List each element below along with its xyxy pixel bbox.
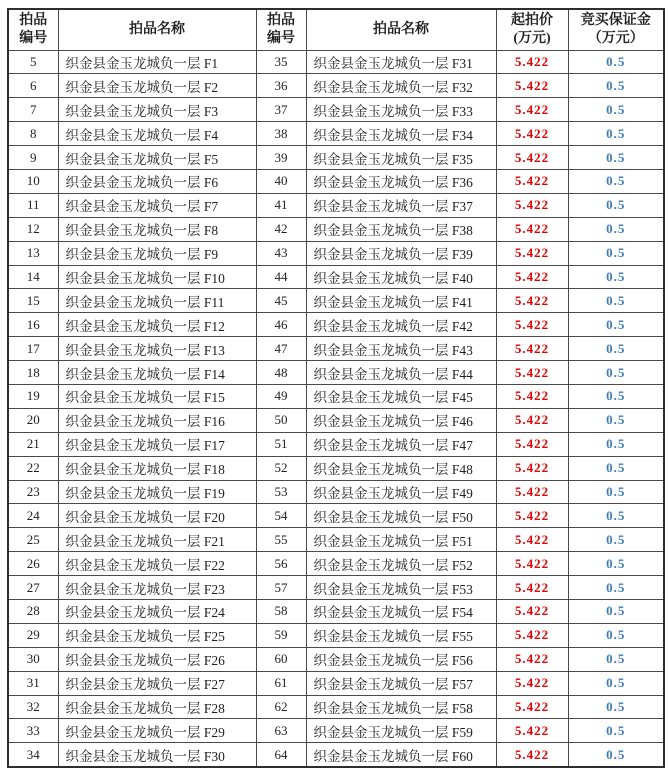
lot-number-right: 55 <box>256 528 306 552</box>
lot-number-left: 9 <box>8 146 58 170</box>
table-row <box>8 504 664 528</box>
lot-number-right: 35 <box>256 50 306 74</box>
starting-price-value: 5.422 <box>496 265 568 289</box>
lot-number-right: 41 <box>256 193 306 217</box>
lot-number-left: 29 <box>8 623 58 647</box>
starting-price-value: 5.422 <box>496 743 568 767</box>
lot-number-right: 60 <box>256 647 306 671</box>
deposit-value: 0.5 <box>568 647 664 671</box>
starting-price-value: 5.422 <box>496 647 568 671</box>
deposit-value: 0.5 <box>568 576 664 600</box>
lot-number-right: 57 <box>256 576 306 600</box>
header-text: 拍品名称 <box>129 21 185 37</box>
deposit-value: 0.5 <box>568 313 664 337</box>
lot-name-right: 织金县金玉龙城负一层 F56 <box>306 647 496 671</box>
lot-name-right: 织金县金玉龙城负一层 F49 <box>306 480 496 504</box>
lot-name-right: 织金县金玉龙城负一层 F41 <box>306 289 496 313</box>
lot-number-right: 61 <box>256 671 306 695</box>
starting-price-value: 5.422 <box>496 576 568 600</box>
lot-name-left: 织金县金玉龙城负一层 F23 <box>58 576 256 600</box>
header-lot-name-right <box>306 9 496 50</box>
lot-number-left: 8 <box>8 122 58 146</box>
table-row <box>8 98 664 122</box>
lot-number-right: 37 <box>256 98 306 122</box>
lot-number-left: 16 <box>8 313 58 337</box>
lot-name-left: 织金县金玉龙城负一层 F7 <box>58 193 256 217</box>
table-row <box>8 265 664 289</box>
lot-name-left: 织金县金玉龙城负一层 F22 <box>58 552 256 576</box>
table-row <box>8 289 664 313</box>
lot-name-left: 织金县金玉龙城负一层 F14 <box>58 361 256 385</box>
lot-number-left: 11 <box>8 193 58 217</box>
lot-number-left: 23 <box>8 480 58 504</box>
lot-number-right: 64 <box>256 743 306 767</box>
lot-name-left: 织金县金玉龙城负一层 F13 <box>58 337 256 361</box>
table-row <box>8 361 664 385</box>
lot-name-right: 织金县金玉龙城负一层 F43 <box>306 337 496 361</box>
table-row <box>8 695 664 719</box>
lot-name-right: 织金县金玉龙城负一层 F53 <box>306 576 496 600</box>
table-row <box>8 193 664 217</box>
lot-number-left: 21 <box>8 432 58 456</box>
deposit-value: 0.5 <box>568 337 664 361</box>
lot-number-left: 18 <box>8 361 58 385</box>
deposit-value: 0.5 <box>568 146 664 170</box>
lot-number-left: 32 <box>8 695 58 719</box>
table-row <box>8 122 664 146</box>
lot-name-left: 织金县金玉龙城负一层 F30 <box>58 743 256 767</box>
lot-name-left: 织金县金玉龙城负一层 F2 <box>58 74 256 98</box>
lot-number-right: 59 <box>256 623 306 647</box>
lot-name-left: 织金县金玉龙城负一层 F10 <box>58 265 256 289</box>
table-row <box>8 74 664 98</box>
lot-name-right: 织金县金玉龙城负一层 F54 <box>306 599 496 623</box>
table-row <box>8 50 664 74</box>
deposit-value: 0.5 <box>568 528 664 552</box>
lot-name-right: 织金县金玉龙城负一层 F38 <box>306 217 496 241</box>
lot-name-left: 织金县金玉龙城负一层 F8 <box>58 217 256 241</box>
lot-number-left: 34 <box>8 743 58 767</box>
lot-name-left: 织金县金玉龙城负一层 F26 <box>58 647 256 671</box>
header-text: 编号 <box>19 30 48 46</box>
lot-number-left: 30 <box>8 647 58 671</box>
lot-name-left: 织金县金玉龙城负一层 F3 <box>58 98 256 122</box>
lot-number-left: 15 <box>8 289 58 313</box>
lot-name-right: 织金县金玉龙城负一层 F47 <box>306 432 496 456</box>
starting-price-value: 5.422 <box>496 480 568 504</box>
table-row <box>8 647 664 671</box>
lot-number-right: 50 <box>256 408 306 432</box>
lot-number-left: 31 <box>8 671 58 695</box>
table-row <box>8 552 664 576</box>
deposit-value: 0.5 <box>568 695 664 719</box>
lot-name-right: 织金县金玉龙城负一层 F40 <box>306 265 496 289</box>
lot-name-right: 织金县金玉龙城负一层 F55 <box>306 623 496 647</box>
lot-number-left: 28 <box>8 599 58 623</box>
lot-number-right: 45 <box>256 289 306 313</box>
table-row <box>8 528 664 552</box>
lot-name-left: 织金县金玉龙城负一层 F16 <box>58 408 256 432</box>
lot-name-left: 织金县金玉龙城负一层 F6 <box>58 169 256 193</box>
lot-name-left: 织金县金玉龙城负一层 F12 <box>58 313 256 337</box>
lot-name-left: 织金县金玉龙城负一层 F28 <box>58 695 256 719</box>
starting-price-value: 5.422 <box>496 504 568 528</box>
table-row <box>8 217 664 241</box>
header-starting-price <box>496 9 568 50</box>
deposit-value: 0.5 <box>568 169 664 193</box>
table-header <box>8 9 664 50</box>
table-row <box>8 456 664 480</box>
header-bid-deposit <box>568 9 664 50</box>
deposit-value: 0.5 <box>568 361 664 385</box>
lot-number-right: 58 <box>256 599 306 623</box>
table-row <box>8 432 664 456</box>
deposit-value: 0.5 <box>568 504 664 528</box>
document-page <box>7 8 665 768</box>
lot-name-left: 织金县金玉龙城负一层 F27 <box>58 671 256 695</box>
lot-name-left: 织金县金玉龙城负一层 F11 <box>58 289 256 313</box>
deposit-value: 0.5 <box>568 74 664 98</box>
lot-number-right: 40 <box>256 169 306 193</box>
deposit-value: 0.5 <box>568 122 664 146</box>
lot-name-left: 织金县金玉龙城负一层 F20 <box>58 504 256 528</box>
table-row <box>8 408 664 432</box>
header-lot-name-left <box>58 9 256 50</box>
lot-name-left: 织金县金玉龙城负一层 F25 <box>58 623 256 647</box>
lot-number-left: 27 <box>8 576 58 600</box>
lot-number-right: 43 <box>256 241 306 265</box>
header-text: 拍品名称 <box>373 21 429 37</box>
lot-name-right: 织金县金玉龙城负一层 F32 <box>306 74 496 98</box>
lot-number-left: 25 <box>8 528 58 552</box>
lot-number-right: 38 <box>256 122 306 146</box>
lot-number-left: 26 <box>8 552 58 576</box>
starting-price-value: 5.422 <box>496 432 568 456</box>
lot-number-right: 62 <box>256 695 306 719</box>
lot-number-right: 42 <box>256 217 306 241</box>
lot-number-left: 20 <box>8 408 58 432</box>
table-row <box>8 719 664 743</box>
lot-name-right: 织金县金玉龙城负一层 F42 <box>306 313 496 337</box>
starting-price-value: 5.422 <box>496 50 568 74</box>
lot-name-right: 织金县金玉龙城负一层 F48 <box>306 456 496 480</box>
header-text: 竞买保证金 <box>580 12 651 28</box>
starting-price-value: 5.422 <box>496 98 568 122</box>
starting-price-value: 5.422 <box>496 289 568 313</box>
lot-number-right: 39 <box>256 146 306 170</box>
starting-price-value: 5.422 <box>496 719 568 743</box>
lot-number-right: 63 <box>256 719 306 743</box>
deposit-value: 0.5 <box>568 217 664 241</box>
lot-name-left: 织金县金玉龙城负一层 F21 <box>58 528 256 552</box>
deposit-value: 0.5 <box>568 193 664 217</box>
lot-number-left: 6 <box>8 74 58 98</box>
lot-name-right: 织金县金玉龙城负一层 F52 <box>306 552 496 576</box>
deposit-value: 0.5 <box>568 719 664 743</box>
auction-lots-table <box>7 8 665 768</box>
lot-name-right: 织金县金玉龙城负一层 F45 <box>306 384 496 408</box>
starting-price-value: 5.422 <box>496 241 568 265</box>
lot-name-right: 织金县金玉龙城负一层 F39 <box>306 241 496 265</box>
table-row <box>8 169 664 193</box>
lot-number-right: 47 <box>256 337 306 361</box>
deposit-value: 0.5 <box>568 552 664 576</box>
header-text: 编号 <box>267 30 295 46</box>
lot-name-right: 织金县金玉龙城负一层 F35 <box>306 146 496 170</box>
lot-name-right: 织金县金玉龙城负一层 F58 <box>306 695 496 719</box>
lot-name-left: 织金县金玉龙城负一层 F17 <box>58 432 256 456</box>
lot-number-left: 22 <box>8 456 58 480</box>
lot-number-left: 10 <box>8 169 58 193</box>
lot-number-right: 49 <box>256 384 306 408</box>
lot-name-right: 织金县金玉龙城负一层 F31 <box>306 50 496 74</box>
starting-price-value: 5.422 <box>496 217 568 241</box>
starting-price-value: 5.422 <box>496 456 568 480</box>
deposit-value: 0.5 <box>568 456 664 480</box>
lot-number-left: 12 <box>8 217 58 241</box>
starting-price-value: 5.422 <box>496 169 568 193</box>
deposit-value: 0.5 <box>568 50 664 74</box>
lot-name-left: 织金县金玉龙城负一层 F15 <box>58 384 256 408</box>
table-row <box>8 743 664 767</box>
lot-name-left: 织金县金玉龙城负一层 F4 <box>58 122 256 146</box>
deposit-value: 0.5 <box>568 265 664 289</box>
starting-price-value: 5.422 <box>496 408 568 432</box>
lot-name-left: 织金县金玉龙城负一层 F1 <box>58 50 256 74</box>
lot-name-right: 织金县金玉龙城负一层 F44 <box>306 361 496 385</box>
starting-price-value: 5.422 <box>496 146 568 170</box>
lot-number-right: 51 <box>256 432 306 456</box>
table-body <box>8 50 664 767</box>
deposit-value: 0.5 <box>568 289 664 313</box>
table-row <box>8 384 664 408</box>
lot-name-right: 织金县金玉龙城负一层 F33 <box>306 98 496 122</box>
table-row <box>8 337 664 361</box>
header-text: (万元) <box>513 30 551 46</box>
table-row <box>8 313 664 337</box>
lot-number-left: 7 <box>8 98 58 122</box>
starting-price-value: 5.422 <box>496 74 568 98</box>
table-row <box>8 576 664 600</box>
header-text: 拍品 <box>267 12 295 28</box>
lot-name-left: 织金县金玉龙城负一层 F19 <box>58 480 256 504</box>
deposit-value: 0.5 <box>568 241 664 265</box>
starting-price-value: 5.422 <box>496 599 568 623</box>
starting-price-value: 5.422 <box>496 193 568 217</box>
deposit-value: 0.5 <box>568 599 664 623</box>
lot-number-right: 53 <box>256 480 306 504</box>
lot-name-right: 织金县金玉龙城负一层 F51 <box>306 528 496 552</box>
header-lot-number-right <box>256 9 306 50</box>
lot-number-right: 36 <box>256 74 306 98</box>
starting-price-value: 5.422 <box>496 671 568 695</box>
lot-number-left: 19 <box>8 384 58 408</box>
lot-name-left: 织金县金玉龙城负一层 F18 <box>58 456 256 480</box>
lot-name-right: 织金县金玉龙城负一层 F60 <box>306 743 496 767</box>
starting-price-value: 5.422 <box>496 337 568 361</box>
starting-price-value: 5.422 <box>496 122 568 146</box>
table-row <box>8 146 664 170</box>
deposit-value: 0.5 <box>568 480 664 504</box>
header-text: 拍品 <box>19 12 48 28</box>
deposit-value: 0.5 <box>568 432 664 456</box>
starting-price-value: 5.422 <box>496 695 568 719</box>
table-row <box>8 599 664 623</box>
lot-number-left: 24 <box>8 504 58 528</box>
lot-name-right: 织金县金玉龙城负一层 F59 <box>306 719 496 743</box>
lot-number-right: 56 <box>256 552 306 576</box>
starting-price-value: 5.422 <box>496 623 568 647</box>
starting-price-value: 5.422 <box>496 384 568 408</box>
lot-name-left: 织金县金玉龙城负一层 F29 <box>58 719 256 743</box>
lot-number-left: 13 <box>8 241 58 265</box>
lot-number-left: 5 <box>8 50 58 74</box>
lot-number-left: 33 <box>8 719 58 743</box>
lot-number-left: 14 <box>8 265 58 289</box>
deposit-value: 0.5 <box>568 384 664 408</box>
lot-name-left: 织金县金玉龙城负一层 F9 <box>58 241 256 265</box>
lot-name-right: 织金县金玉龙城负一层 F50 <box>306 504 496 528</box>
lot-number-right: 48 <box>256 361 306 385</box>
lot-name-right: 织金县金玉龙城负一层 F34 <box>306 122 496 146</box>
table-row <box>8 671 664 695</box>
deposit-value: 0.5 <box>568 408 664 432</box>
starting-price-value: 5.422 <box>496 552 568 576</box>
lot-name-right: 织金县金玉龙城负一层 F36 <box>306 169 496 193</box>
lot-number-right: 44 <box>256 265 306 289</box>
lot-number-right: 54 <box>256 504 306 528</box>
deposit-value: 0.5 <box>568 98 664 122</box>
header-lot-number-left <box>8 9 58 50</box>
deposit-value: 0.5 <box>568 671 664 695</box>
lot-number-right: 46 <box>256 313 306 337</box>
lot-name-right: 织金县金玉龙城负一层 F37 <box>306 193 496 217</box>
lot-name-left: 织金县金玉龙城负一层 F5 <box>58 146 256 170</box>
starting-price-value: 5.422 <box>496 313 568 337</box>
table-row <box>8 480 664 504</box>
header-text: （万元） <box>587 30 644 46</box>
starting-price-value: 5.422 <box>496 361 568 385</box>
lot-name-right: 织金县金玉龙城负一层 F46 <box>306 408 496 432</box>
lot-name-right: 织金县金玉龙城负一层 F57 <box>306 671 496 695</box>
table-row <box>8 623 664 647</box>
deposit-value: 0.5 <box>568 743 664 767</box>
header-row <box>8 9 664 50</box>
starting-price-value: 5.422 <box>496 528 568 552</box>
deposit-value: 0.5 <box>568 623 664 647</box>
table-row <box>8 241 664 265</box>
header-text: 起拍价 <box>511 12 553 28</box>
lot-number-right: 52 <box>256 456 306 480</box>
lot-number-left: 17 <box>8 337 58 361</box>
lot-name-left: 织金县金玉龙城负一层 F24 <box>58 599 256 623</box>
